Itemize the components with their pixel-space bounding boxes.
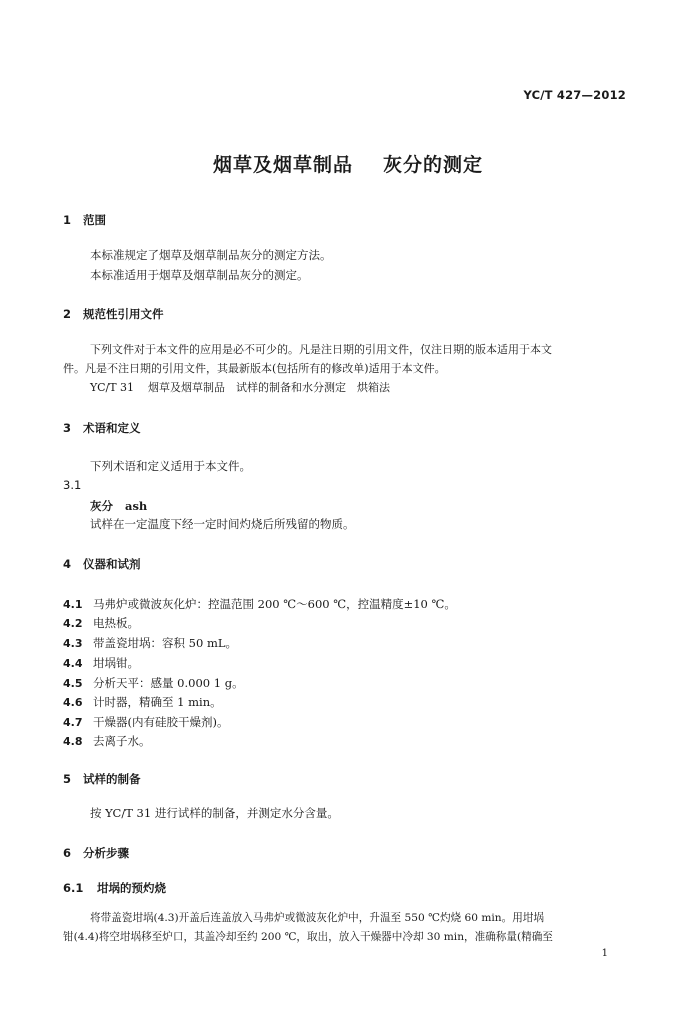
- section-6-1-line-2: 钳(4.4)将空坩埚移至炉口，其盖冷却至约 200 ℃，取出，放入干燥器中冷却 30 min，准确称量(精确至: [63, 931, 553, 943]
- list-item: 4.4 坩埚钳。: [63, 656, 139, 670]
- section-3-heading: 3 术语和定义: [63, 421, 141, 435]
- section-4-heading: 4 仪器和试剂: [63, 557, 141, 571]
- section-2-line-1: 下列文件对于本文件的应用是必不可少的。凡是注日期的引用文件，仅注日期的版本适用于本文: [90, 343, 552, 356]
- list-item: 4.6 计时器，精确至 1 min。: [63, 695, 222, 709]
- section-3-intro: 下列术语和定义适用于本文件。: [90, 459, 251, 473]
- page-number: 1: [601, 948, 608, 959]
- list-item: 4.5 分析天平：感量 0.000 1 g。: [63, 676, 244, 690]
- term-chinese: 灰分: [90, 499, 113, 513]
- section-5-text: 按 YC/T 31 进行试样的制备，并测定水分含量。: [90, 806, 339, 820]
- document-title: [0, 150, 696, 177]
- section-6-1-line-1: 将带盖瓷坩埚(4.3)开盖后连盖放入马弗炉或微波灰化炉中，升温至 550 ℃灼烧 60 min。用坩埚: [90, 912, 544, 924]
- section-2-heading: 2 规范性引用文件: [63, 307, 164, 321]
- section-3-1-number: 3.1: [63, 478, 82, 492]
- section-1-line-1: 本标准规定了烟草及烟草制品灰分的测定方法。: [90, 248, 332, 262]
- list-item: 4.8 去离子水。: [63, 734, 151, 748]
- list-item: 4.7 干燥器(内有硅胶干燥剂)。: [63, 715, 229, 729]
- section-1-heading: 1 范围: [63, 213, 106, 227]
- section-1-line-2: 本标准适用于烟草及烟草制品灰分的测定。: [90, 268, 309, 282]
- section-6-1-heading: 6.1 坩埚的预灼烧: [63, 881, 166, 895]
- reference-code: YC/T 31: [90, 381, 135, 394]
- term-entry: [90, 498, 147, 514]
- title-part2: 灰分的测定: [383, 154, 484, 176]
- section-2-reference: [90, 381, 390, 395]
- reference-title: 烟草及烟草制品 试样的制备和水分测定 烘箱法: [148, 381, 391, 394]
- section-2-line-2: 件。凡是不注日期的引用文件，其最新版本(包括所有的修改单)适用于本文件。: [63, 362, 446, 375]
- term-english: ash: [125, 499, 148, 513]
- title-part1: 烟草及烟草制品: [212, 154, 353, 176]
- list-item: 4.1 马弗炉或微波灰化炉：控温范围 200 ℃～600 ℃，控温精度±10 ℃。: [63, 597, 456, 611]
- term-definition: 试样在一定温度下经一定时间灼烧后所残留的物质。: [90, 517, 355, 531]
- list-item: 4.2 电热板。: [63, 616, 139, 630]
- list-item: 4.3 带盖瓷坩埚：容积 50 mL。: [63, 636, 237, 650]
- section-5-heading: 5 试样的制备: [63, 772, 141, 786]
- standard-code: YC/T 427—2012: [523, 88, 626, 102]
- section-6-heading: 6 分析步骤: [63, 846, 129, 860]
